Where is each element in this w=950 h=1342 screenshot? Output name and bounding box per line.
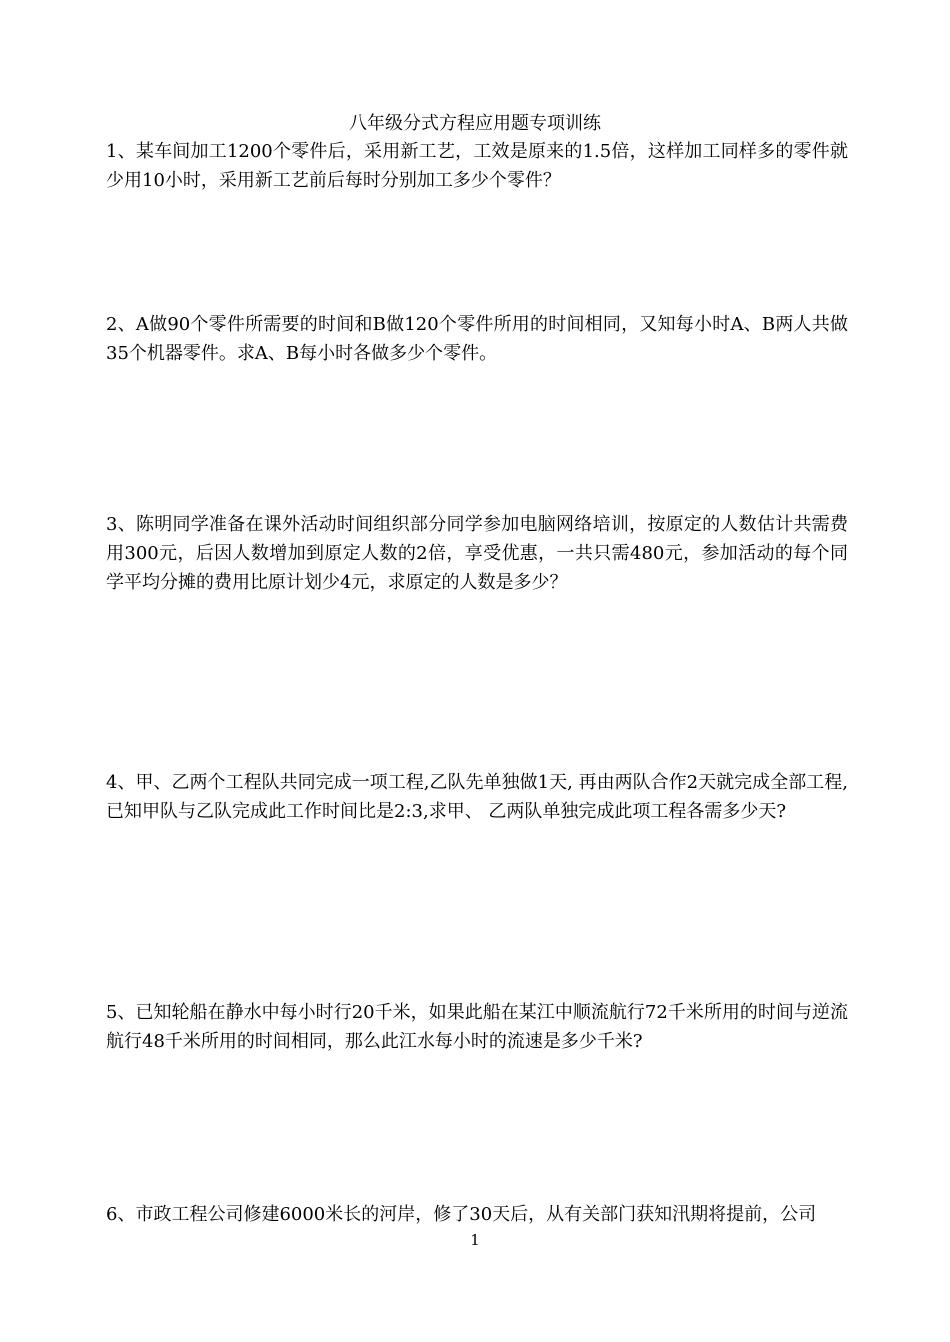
problem-1: 1、某车间加工1200个零件后，采用新工艺，工效是原来的1.5倍，这样加工同样多的零件就少用10小时，采用新工艺前后每时分别加工多少个零件？ bbox=[106, 141, 848, 191]
problem-6: 6、市政工程公司修建6000米长的河岸，修了30天后，从有关部门获知汛期将提前，公司 bbox=[106, 1204, 817, 1225]
problem-4: 4、甲、乙两个工程队共同完成一项工程,乙队先单独做1天, 再由两队合作2天就完成全部工程,已知甲队与乙队完成此工作时间比是2:3,求甲、 乙两队单独完成此项工程各需多少天? bbox=[106, 772, 848, 822]
problem-3: 3、陈明同学准备在课外活动时间组织部分同学参加电脑网络培训，按原定的人数估计共需费用300元，后因人数增加到原定人数的2倍，享受优惠，一共只需480元，参加活动的每个同学平均分摊的费用比原计划少4元，求原定的人数是多少？ bbox=[106, 514, 848, 593]
page-number: 1 bbox=[470, 1231, 480, 1249]
problem-2: 2、A做90个零件所需要的时间和B做120个零件所用的时间相同，又知每小时A、B两人共做35个机器零件。求A、B每小时各做多少个零件。 bbox=[106, 314, 848, 364]
problem-5: 5、已知轮船在静水中每小时行20千米，如果此船在某江中顺流航行72千米所用的时间与逆流航行48千米所用的时间相同，那么此江水每小时的流速是多少千米? bbox=[106, 1002, 848, 1052]
document-title: 八年级分式方程应用题专项训练 bbox=[349, 113, 601, 134]
